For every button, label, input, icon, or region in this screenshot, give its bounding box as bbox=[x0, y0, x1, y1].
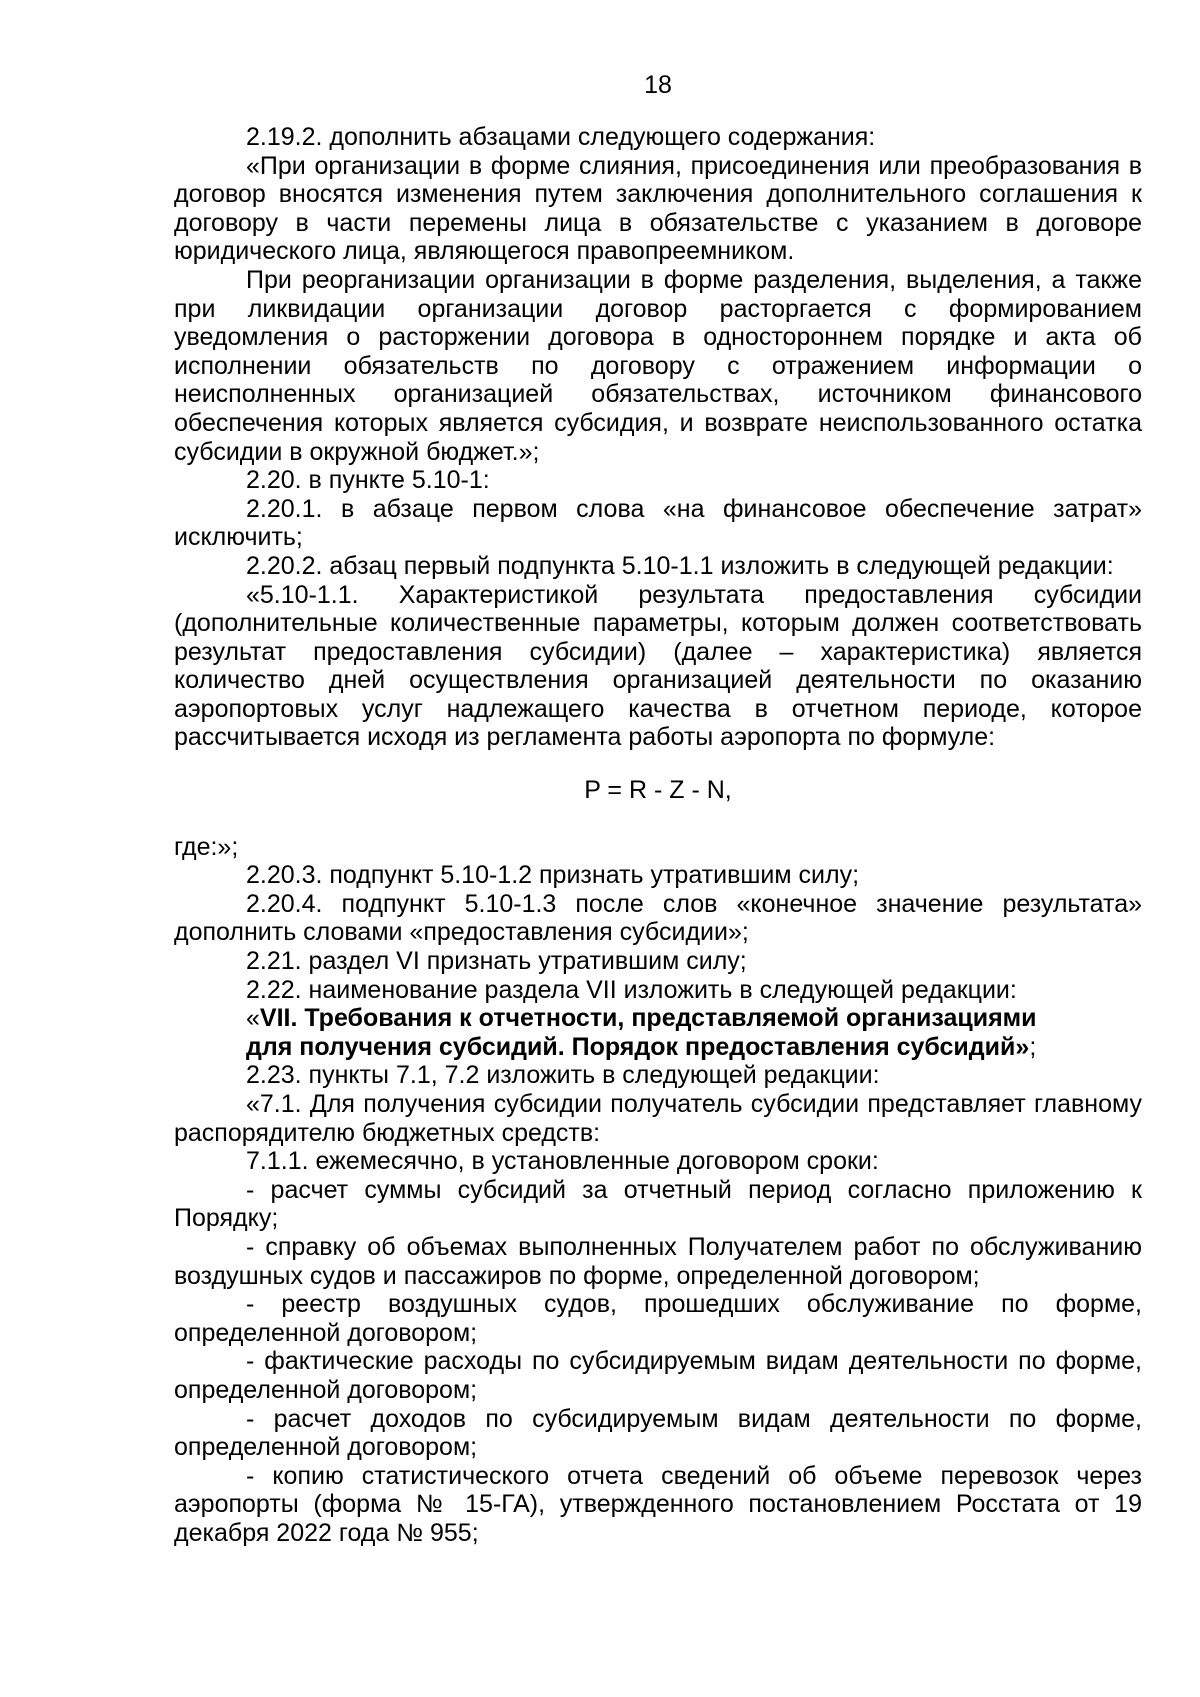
paragraph: «7.1. Для получения субсидии получатель субсидии представляет главному распорядителю бюджетных средств: bbox=[174, 1090, 1142, 1147]
document-page bbox=[174, 0, 1142, 1697]
page-number: 18 bbox=[644, 71, 672, 99]
formula: P = R - Z - N, bbox=[584, 776, 732, 805]
paragraph: 2.19.2. дополнить абзацами следующего содержания: bbox=[246, 123, 876, 151]
section-heading-quote bbox=[174, 1004, 1142, 1061]
where-clause: где:»; bbox=[174, 832, 239, 861]
paragraph: 2.20.2. абзац первый подпункта 5.10-1.1 изложить в следующей редакции: bbox=[246, 551, 1114, 580]
paragraph: При реорганизации организации в форме разделения, выделения, а также при ликвидации организации договор расторгается с формированием уведомления о расторжении договора в одностороннем порядке и акта об исполнении обязательств по договору с отражением информации о неисполненных организацией обязательствах, источником финансового обеспечения которых является субсидия, и возврате неиспользованного остатка субсидии в окружной бюджет.»; bbox=[174, 265, 1142, 466]
section-heading-line1: VII. Требования к отчетности, представляемой организациями bbox=[259, 1004, 1037, 1033]
paragraph: 2.21. раздел VI признать утратившим силу; bbox=[246, 947, 747, 976]
heading-tail: ; bbox=[1029, 1032, 1037, 1061]
paragraph: «5.10-1.1. Характеристикой результата предоставления субсидии (дополнительные количественные параметры, которым должен соответствовать результат предоставления субсидии) (далее – характеристика) является количество дней осуществления организацией деятельности по оказанию аэропортовых услуг надлежащего качества в отчетном периоде, которое рассчитывается исходя из регламента работы аэропорта по формуле: bbox=[174, 580, 1142, 752]
paragraph: 2.22. наименование раздела VII изложить в следующей редакции: bbox=[246, 975, 1017, 1004]
paragraph: 7.1.1. ежемесячно, в установленные договором сроки: bbox=[246, 1147, 879, 1176]
paragraph: 2.20.4. подпункт 5.10-1.3 после слов «конечное значение результата» дополнить словами «предоставления субсидии»; bbox=[174, 889, 1142, 947]
list-item: - копию статистического отчета сведений об объеме перевозок через аэропорты (форма № 15-ГА), утвержденного постановлением Росстата от 19 декабря 2022 года № 955; bbox=[174, 1461, 1142, 1547]
paragraph: 2.23. пункты 7.1, 7.2 изложить в следующей редакции: bbox=[246, 1061, 880, 1090]
document-body bbox=[174, 123, 1142, 1548]
paragraph: 2.20. в пункте 5.10-1: bbox=[246, 466, 490, 495]
list-item: - справку об объемах выполненных Получателем работ по обслуживанию воздушных судов и пассажиров по форме, определенной договором; bbox=[174, 1232, 1142, 1290]
quote-open: « bbox=[246, 1004, 260, 1033]
section-heading-line2: для получения субсидий. Порядок предоставления субсидий» bbox=[246, 1032, 1030, 1061]
list-item: - расчет суммы субсидий за отчетный период согласно приложению к Порядку; bbox=[174, 1175, 1142, 1233]
paragraph: 2.20.3. подпункт 5.10-1.2 признать утратившим силу; bbox=[246, 861, 860, 890]
list-item: - расчет доходов по субсидируемым видам деятельности по форме, определенной договором; bbox=[174, 1404, 1142, 1462]
list-item: - реестр воздушных судов, прошедших обслуживание по форме, определенной договором; bbox=[174, 1290, 1142, 1347]
paragraph: «При организации в форме слияния, присоединения или преобразования в договор вносятся изменения путем заключения дополнительного соглашения к договору в части перемены лица в обязательстве с указанием в договоре юридического лица, являющегося правопреемником. bbox=[174, 151, 1142, 266]
paragraph: 2.20.1. в абзаце первом слова «на финансовое обеспечение затрат» исключить; bbox=[174, 494, 1142, 552]
list-item: - фактические расходы по субсидируемым видам деятельности по форме, определенной договором; bbox=[174, 1347, 1142, 1404]
